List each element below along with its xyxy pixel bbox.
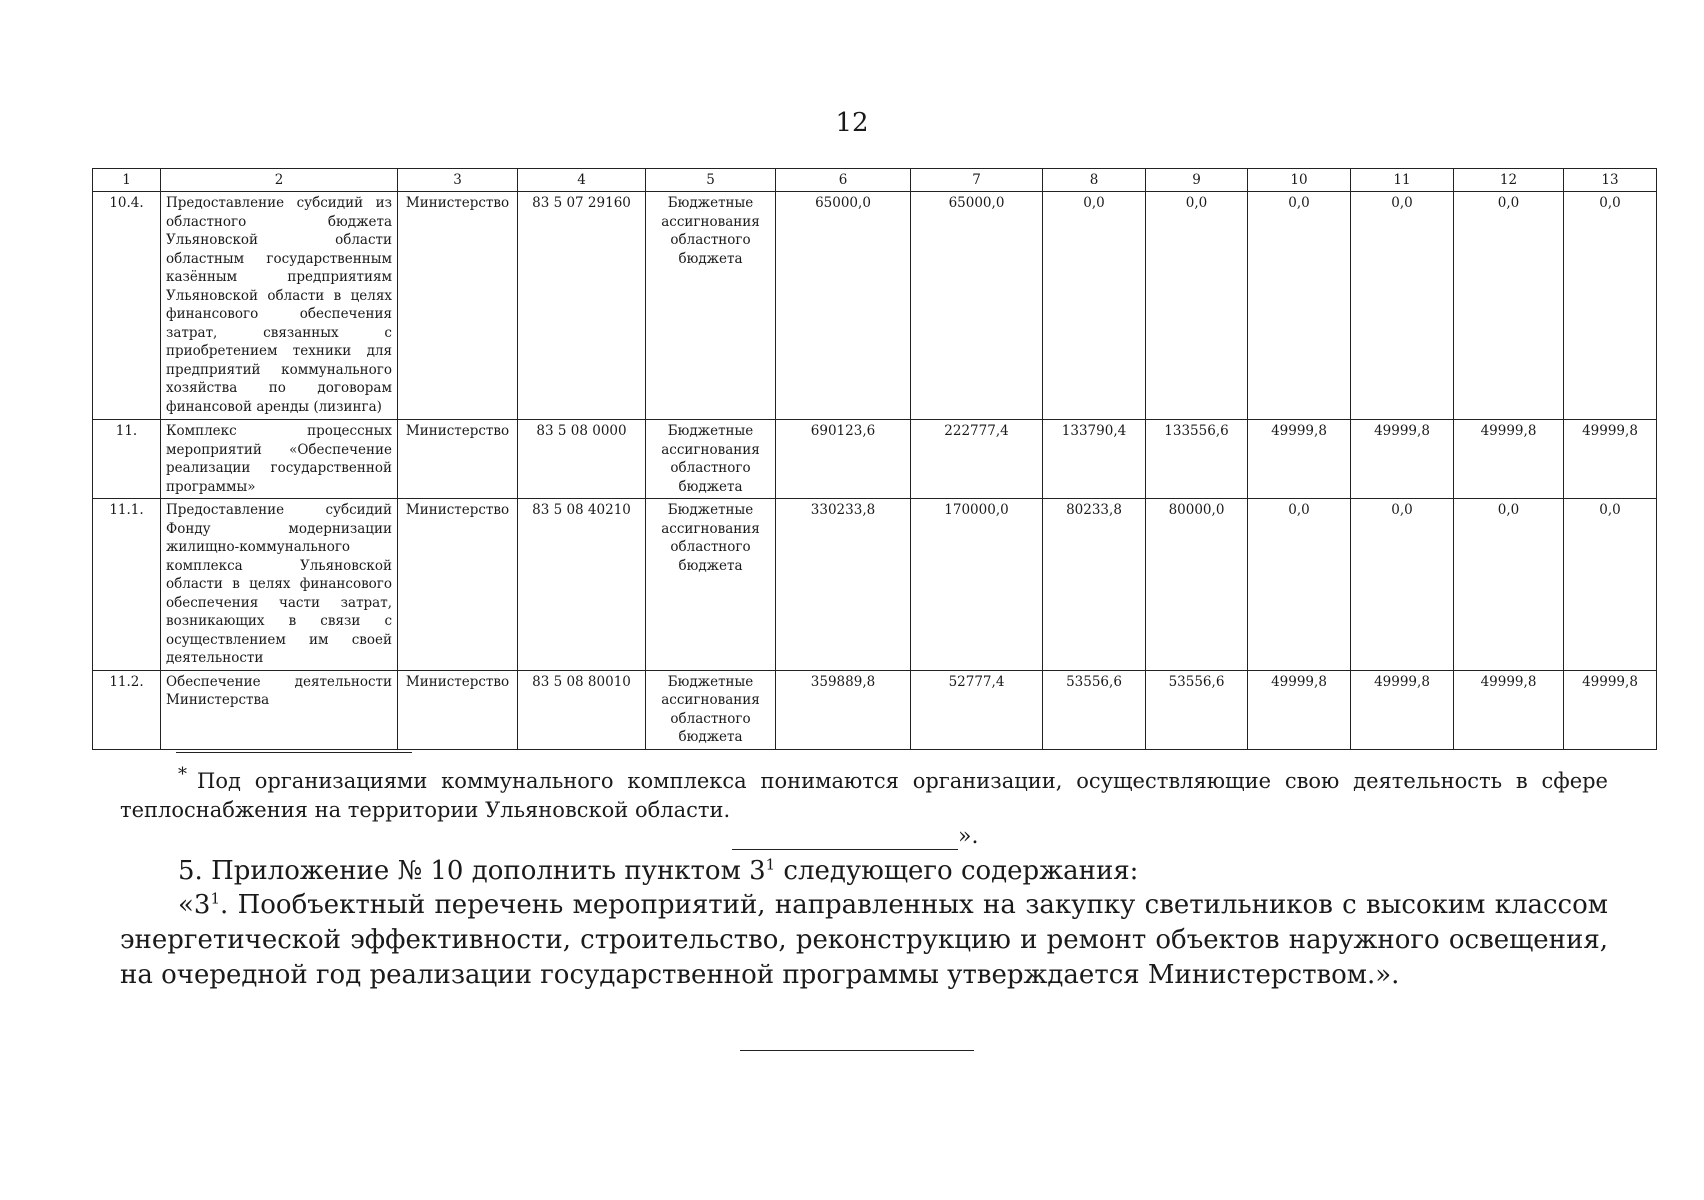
row-budget-code: 83 5 08 40210	[518, 499, 646, 671]
row-value: 0,0	[1043, 192, 1146, 420]
column-header: 2	[161, 169, 398, 192]
column-header: 10	[1248, 169, 1351, 192]
page-number: 12	[835, 108, 869, 138]
closing-quote-line	[732, 824, 978, 850]
row-number: 11.	[93, 420, 161, 499]
row-value: 0,0	[1248, 192, 1351, 420]
row-value: 49999,8	[1248, 420, 1351, 499]
column-header: 11	[1351, 169, 1454, 192]
row-funding-source: Бюджетные ассигнования областного бюджета	[646, 499, 776, 671]
row-number: 11.2.	[93, 670, 161, 749]
row-value: 0,0	[1564, 192, 1657, 420]
row-value: 52777,4	[911, 670, 1043, 749]
item-5-text-start: 5. Приложение № 10 дополнить пунктом 3	[178, 856, 766, 886]
row-value: 53556,6	[1043, 670, 1146, 749]
footnote	[120, 760, 1608, 825]
row-value: 65000,0	[776, 192, 911, 420]
row-value: 222777,4	[911, 420, 1043, 499]
row-value: 133790,4	[1043, 420, 1146, 499]
item-5-superscript: 1	[765, 855, 776, 874]
row-funding-source: Бюджетные ассигнования областного бюджета	[646, 670, 776, 749]
row-number: 10.4.	[93, 192, 161, 420]
row-value: 0,0	[1351, 499, 1454, 671]
row-value: 0,0	[1248, 499, 1351, 671]
row-budget-code: 83 5 08 0000	[518, 420, 646, 499]
closing-mark: ».	[958, 824, 979, 849]
column-header: 13	[1564, 169, 1657, 192]
row-value: 53556,6	[1146, 670, 1248, 749]
row-value: 80000,0	[1146, 499, 1248, 671]
row-value: 49999,8	[1351, 420, 1454, 499]
row-value: 133556,6	[1146, 420, 1248, 499]
column-header: 6	[776, 169, 911, 192]
row-budget-code: 83 5 07 29160	[518, 192, 646, 420]
column-header: 3	[398, 169, 518, 192]
row-value: 170000,0	[911, 499, 1043, 671]
footnote-text: Под организациями коммунального комплекса понимаются организации, осуществляющие свою деятельность в сфере теплоснабжения на территории Ульяновской области.	[120, 769, 1608, 822]
row-budget-code: 83 5 08 80010	[518, 670, 646, 749]
row-value: 49999,8	[1454, 670, 1564, 749]
table-row	[93, 499, 1657, 671]
row-value: 49999,8	[1351, 670, 1454, 749]
closing-blank-line	[732, 827, 958, 850]
row-value: 0,0	[1564, 499, 1657, 671]
column-header: 5	[646, 169, 776, 192]
row-value: 80233,8	[1043, 499, 1146, 671]
table-row	[93, 670, 1657, 749]
row-funding-source: Бюджетные ассигнования областного бюджета	[646, 192, 776, 420]
table-header-row	[93, 169, 1657, 192]
row-executor: Министерство	[398, 192, 518, 420]
column-header: 1	[93, 169, 161, 192]
row-value: 0,0	[1146, 192, 1248, 420]
column-header: 12	[1454, 169, 1564, 192]
quote-text-start: «3	[178, 890, 211, 920]
item-5-text-end: следующего содержания:	[775, 856, 1139, 886]
column-header: 7	[911, 169, 1043, 192]
row-description: Обеспечение деятельности Министерства	[161, 670, 398, 749]
row-description: Комплекс процессных мероприятий «Обеспечение реализации государственной программы»	[161, 420, 398, 499]
end-divider	[740, 1050, 974, 1051]
table-row	[93, 192, 1657, 420]
column-header: 9	[1146, 169, 1248, 192]
row-value: 49999,8	[1564, 670, 1657, 749]
row-value: 49999,8	[1564, 420, 1657, 499]
row-value: 359889,8	[776, 670, 911, 749]
footnote-divider	[176, 752, 412, 753]
row-value: 0,0	[1351, 192, 1454, 420]
row-value: 49999,8	[1248, 670, 1351, 749]
quoted-clause-paragraph	[120, 888, 1608, 993]
item-5-paragraph	[120, 854, 1608, 889]
column-header: 8	[1043, 169, 1146, 192]
column-header: 4	[518, 169, 646, 192]
row-executor: Министерство	[398, 499, 518, 671]
row-value: 690123,6	[776, 420, 911, 499]
row-description: Предоставление субсидий Фонду модернизации жилищно-коммунального комплекса Ульяновской области в целях финансового обеспечения части затрат, возникающих в связи с осуществлением им своей деятельности	[161, 499, 398, 671]
row-value: 49999,8	[1454, 420, 1564, 499]
row-executor: Министерство	[398, 670, 518, 749]
row-description: Предоставление субсидий из областного бюджета Ульяновской области областным государственным казённым предприятиям Ульяновской области в целях финансового обеспечения затрат, связанных с приобретением техники для предприятий коммунального хозяйства по договорам финансовой аренды (лизинга)	[161, 192, 398, 420]
row-value: 65000,0	[911, 192, 1043, 420]
row-number: 11.1.	[93, 499, 161, 671]
quote-text-end: . Пообъектный перечень мероприятий, направленных на закупку светильников с высоким классом энергетической эффективности, строительство, реконструкцию и ремонт объектов наружного освещения, на очередной год реализации государственной программы утверждается Министерством.».	[120, 890, 1608, 990]
row-value: 0,0	[1454, 499, 1564, 671]
row-value: 330233,8	[776, 499, 911, 671]
row-funding-source: Бюджетные ассигнования областного бюджета	[646, 420, 776, 499]
footnote-marker: *	[178, 764, 187, 785]
row-executor: Министерство	[398, 420, 518, 499]
budget-table	[92, 168, 1657, 750]
table-row	[93, 420, 1657, 499]
quote-superscript: 1	[210, 889, 220, 908]
row-value: 0,0	[1454, 192, 1564, 420]
